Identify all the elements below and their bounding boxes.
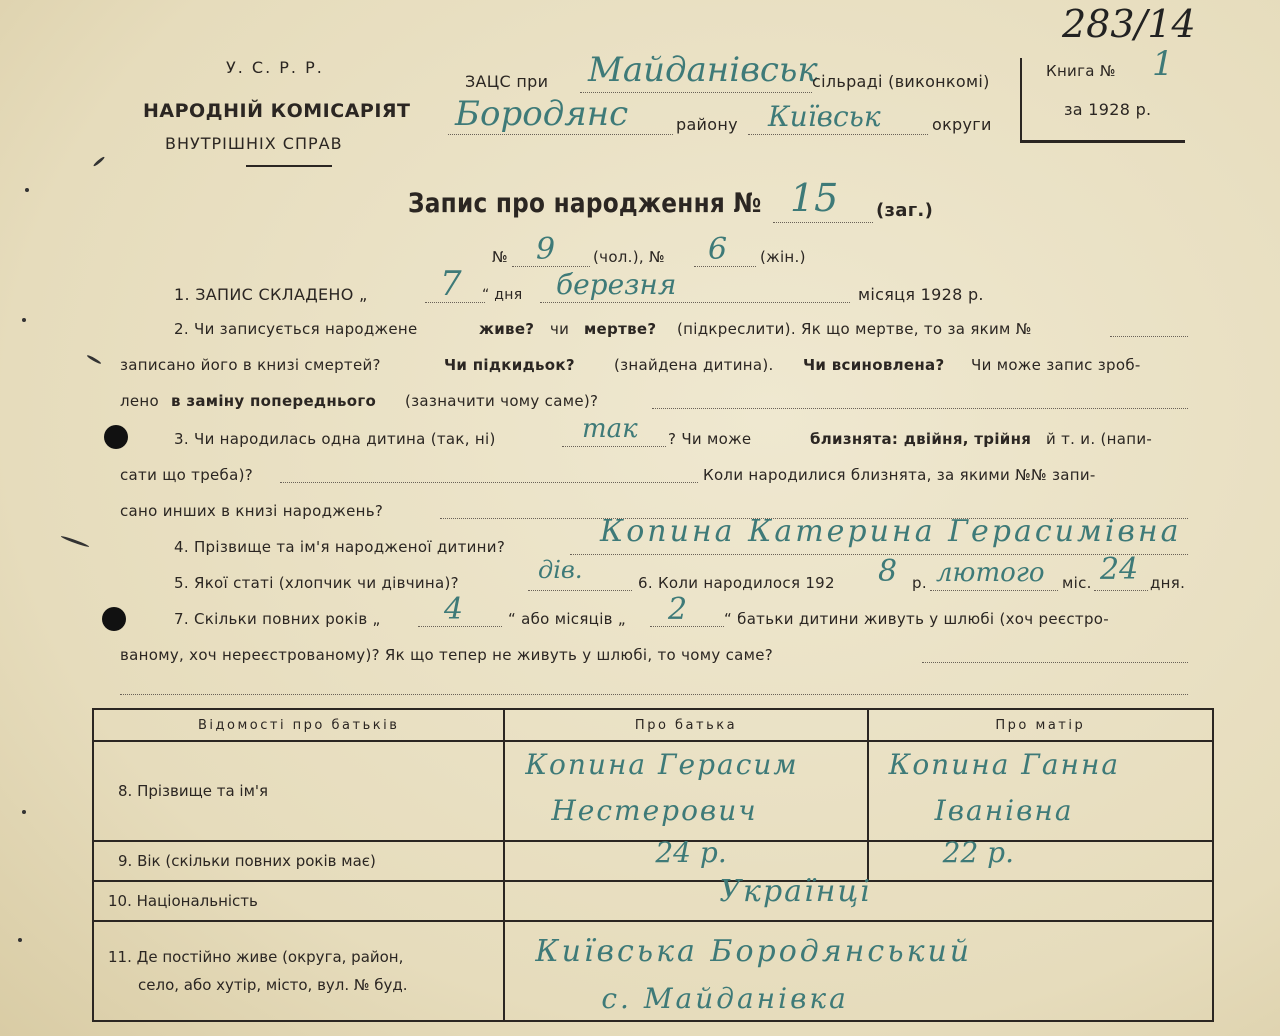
q6-day-suffix: дня. [1150, 574, 1186, 592]
q2-line2c: Чи може запис зроб- [971, 356, 1141, 374]
row-label-text: 10. Національність [108, 892, 258, 910]
record-number-handwritten: 15 [790, 176, 839, 220]
paper-tear-mark [22, 810, 26, 814]
row-label-residence [93, 921, 504, 1021]
ussr-label: У. С. Р. Р. [226, 58, 324, 77]
row-label-age [93, 841, 504, 881]
document-title: Запис про народження № [408, 188, 762, 219]
q1-month-suffix: місяця 1928 р. [858, 285, 984, 304]
paper-tear-mark [22, 318, 26, 322]
male-number-handwritten: 9 [536, 232, 556, 267]
table-row [93, 921, 1213, 1021]
paper-tear-mark [18, 938, 22, 942]
paper-tear-mark [93, 156, 106, 167]
okrug-suffix: округи [932, 115, 992, 134]
book-box-left [1020, 58, 1022, 140]
q4-label: 4. Прізвище та ім'я народженої дитини? [174, 538, 506, 556]
mother-name-handwritten: Копина Ганна [888, 748, 1121, 781]
q3-answer-line [562, 446, 666, 447]
q2-dead: мертве? [584, 320, 657, 338]
q7-label-c: “ батьки дитини живуть у шлюбі (хоч реєстро- [724, 610, 1109, 628]
nationality-handwritten: Українці [719, 874, 872, 909]
row-label-name [93, 741, 504, 841]
q2-reason-line [652, 408, 1188, 409]
book-number-handwritten: 1 [1152, 44, 1174, 84]
q2-line1a: 2. Чи записується народжене [174, 320, 418, 338]
female-number-handwritten: 6 [708, 232, 728, 267]
q7-months-handwritten: 2 [668, 592, 688, 627]
residence-cell [504, 921, 1213, 1021]
table-row [93, 741, 1213, 841]
q6-month-handwritten: лютого [936, 558, 1045, 588]
q2-death-number-line [1110, 336, 1188, 337]
parents-table [92, 708, 1214, 1022]
header-underline [246, 165, 332, 167]
zags-label: ЗАЦС при [465, 72, 549, 91]
paper-tear-mark [86, 354, 101, 365]
father-name-handwritten: Копина Герасим [525, 748, 799, 781]
paper-tear-mark [25, 188, 29, 192]
paper-tear-mark [60, 535, 89, 548]
record-number-line [773, 222, 873, 223]
q3-line2a: сати що треба)? [120, 466, 254, 484]
q5-sex-handwritten: дів. [538, 556, 583, 584]
row-label-text: 8. Прізвище та ім'я [118, 782, 269, 800]
village-field-line [580, 92, 812, 93]
row-label-text: 11. Де постійно живе (округа, район, [108, 948, 404, 966]
archive-number-handwritten: 283/14 [1062, 2, 1196, 46]
q1-day-suffix: “ дня [482, 287, 523, 303]
row-label-text: 9. Вік (скільки повних років має) [118, 852, 376, 870]
q4-name-handwritten: Копина Катерина Герасимівна [600, 514, 1182, 549]
q6-day-line [1094, 590, 1148, 591]
q2-replace: в заміну попереднього [171, 392, 377, 410]
q2-adopted: Чи всиновлена? [803, 356, 945, 374]
nationality-cell [504, 874, 1213, 921]
table-row [93, 841, 1213, 881]
q3-line3a: сано инших в книзі народжень? [120, 502, 384, 520]
header-mother: Про матір [868, 709, 1213, 741]
district-suffix: району [676, 115, 738, 134]
row-label-nationality [93, 881, 504, 921]
q2-line3b: (зазначити чому саме)? [405, 392, 599, 410]
okrug-handwritten: Київськ [768, 100, 881, 133]
q2-or: чи [550, 320, 570, 338]
book-label: Книга № [1046, 62, 1116, 80]
village-handwritten: Майданівськ [588, 50, 818, 90]
mother-patronymic-handwritten: Іванівна [934, 794, 1074, 827]
mother-name-cell [868, 741, 1213, 841]
q3-line1c: й т. и. (напи- [1046, 430, 1153, 448]
q6-year-handwritten: 8 [878, 554, 898, 589]
q7-years-handwritten: 4 [444, 592, 464, 627]
q7-label: 7. Скільки повних років „ [174, 610, 381, 628]
q1-day-handwritten: 7 [440, 264, 462, 304]
q7-months-label: “ або місяців „ [508, 610, 626, 628]
mother-age-cell [868, 836, 1213, 881]
header-father: Про батька [504, 709, 867, 741]
q2-line2b: (знайдена дитина). [614, 356, 774, 374]
q5-sex-line [528, 590, 632, 591]
q2-found: Чи підкидьок? [444, 356, 575, 374]
q5-label: 5. Якої статі (хлопчик чи дівчина)? [174, 574, 459, 592]
punch-hole-bottom [102, 607, 126, 631]
q3-line2b: Коли народилися близнята, за якими №№ запи- [703, 466, 1096, 484]
book-year: за 1928 р. [1064, 100, 1152, 119]
male-suffix: (чол.), № [593, 248, 665, 266]
okrug-field-line [748, 134, 928, 135]
q7-extra-line [120, 694, 1188, 695]
table-header-row [93, 709, 1213, 741]
q1-month-line [540, 302, 850, 303]
q3-line1a: 3. Чи народилась одна дитина (так, ні) [174, 430, 496, 448]
q1-month-handwritten: березня [556, 268, 677, 301]
q6-month-line [930, 590, 1058, 591]
header-parents-info: Відомості про батьків [93, 709, 504, 741]
q3-twins: близнята: двійня, трійня [810, 430, 1032, 448]
male-no-label: № [492, 248, 508, 266]
row-label-text-2: село, або хутір, місто, вул. № буд. [138, 976, 408, 994]
punch-hole-top [104, 425, 128, 449]
q6-month-suffix: міс. [1062, 574, 1092, 592]
q6-label: 6. Коли народилося 192 [638, 574, 835, 592]
female-suffix: (жін.) [760, 248, 806, 266]
residence-handwritten: Київська Бородянський [535, 934, 973, 969]
father-name-cell [504, 741, 867, 841]
q7-reason-line [922, 662, 1188, 663]
mother-age-handwritten: 22 р. [942, 836, 1015, 869]
q2-line2a: записано його в книзі смертей? [120, 356, 381, 374]
q1-label: 1. ЗАПИС СКЛАДЕНО „ [174, 285, 368, 304]
q6-year-suffix: р. [912, 574, 927, 592]
village-suffix: сільраді (виконкомі) [812, 72, 990, 91]
table-row [93, 881, 1213, 921]
commissariat-title: НАРОДНІЙ КОМІСАРІЯТ [143, 100, 411, 122]
q6-day-handwritten: 24 [1100, 552, 1139, 587]
q2-line3a: лено [120, 392, 160, 410]
internal-affairs-label: ВНУТРІШНІХ СПРАВ [165, 134, 343, 153]
q3-twins-line [280, 482, 698, 483]
district-handwritten: Бородянс [455, 94, 629, 134]
q7-line2: ваному, хоч нереєстрованому)? Як що тепер не живуть у шлюбі, то чому саме? [120, 646, 774, 664]
q2-alive: живе? [479, 320, 535, 338]
father-patronymic-handwritten: Нестерович [551, 794, 758, 827]
q2-line1c: (підкреслити). Як що мертве, то за яким № [677, 320, 1032, 338]
residence-village-handwritten: с. Майданівка [601, 982, 849, 1015]
book-box-bottom [1020, 140, 1185, 143]
record-number-suffix: (заг.) [876, 200, 934, 221]
father-age-handwritten: 24 р. [655, 836, 727, 869]
district-field-line [448, 134, 673, 135]
q3-answer-handwritten: так [582, 414, 638, 444]
q3-line1b: ? Чи може [668, 430, 752, 448]
